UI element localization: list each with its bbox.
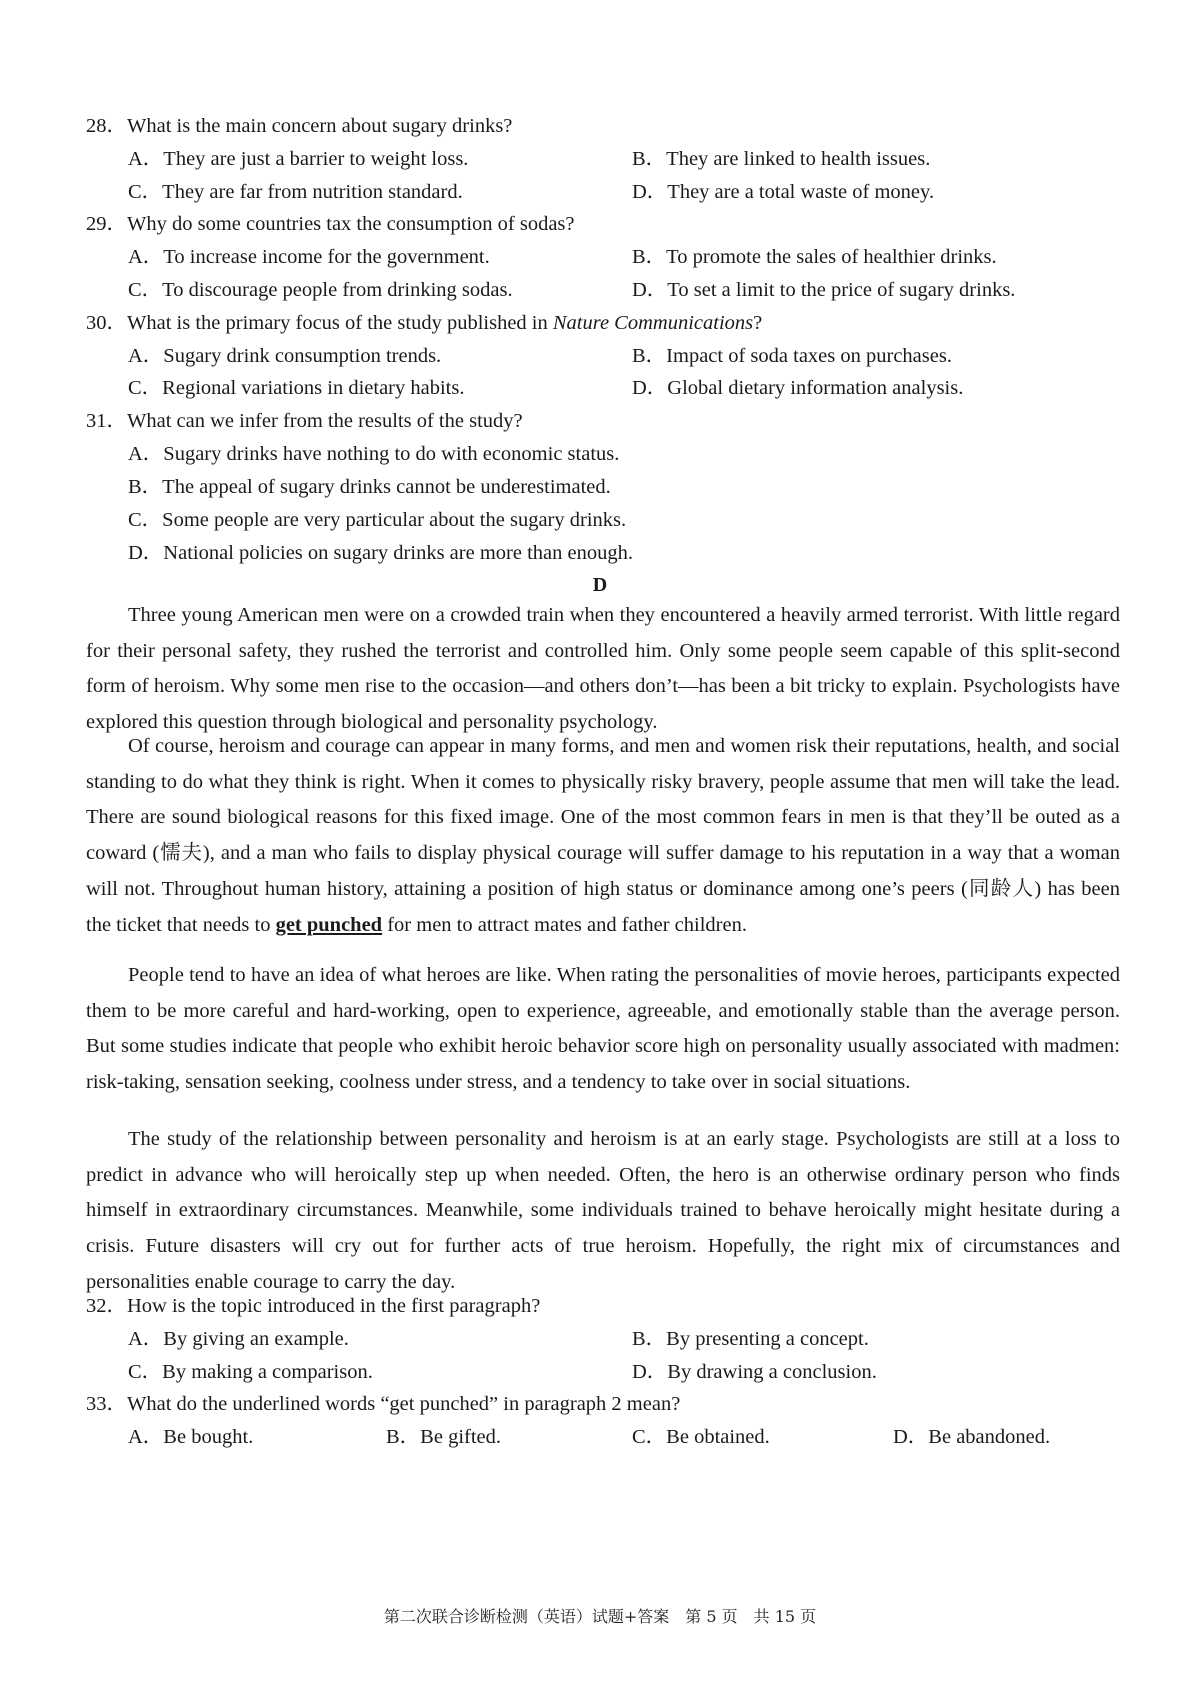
question-29-option-a: A．To increase income for the government. bbox=[128, 246, 490, 268]
passage-paragraph-1: Three young American men were on a crowded train when they encountered a heavily armed terrorist. With little regard for their personal safety, they rushed the terrorist and controlled him. Only some people seem capable of this split-second form of heroism. Why some men rise to the occasion—and others don’t—has been a bit tricky to explain. Psychologists have explored this question through biological and personality psychology. bbox=[86, 604, 1120, 734]
question-31-option-c: C．Some people are very particular about the sugary drinks. bbox=[128, 509, 627, 531]
question-31-stem: 31．What can we infer from the results of the study? bbox=[86, 410, 523, 432]
journal-title: Nature Communications bbox=[552, 312, 754, 334]
passage-paragraph-3: People tend to have an idea of what heroes are like. When rating the personalities of movie heroes, participants expected them to be more careful and hard-working, open to experience, agreeable, and emotionally stable than the average person. But some studies indicate that people who exhibit heroic behavior score high on personality usually associated with madmen: risk-taking, sensation seeking, coolness under stress, and a tendency to take over in social situations. bbox=[86, 964, 1120, 1094]
question-30-stem-end: ? bbox=[753, 312, 763, 334]
passage-paragraph-2 bbox=[86, 729, 1120, 943]
question-28-option-c: C．They are far from nutrition standard. bbox=[128, 181, 463, 203]
question-30-stem-text: 30．What is the primary focus of the study published in bbox=[86, 312, 553, 334]
question-31-option-d: D．National policies on sugary drinks are more than enough. bbox=[128, 542, 633, 564]
question-32-option-c: C．By making a comparison. bbox=[128, 1361, 373, 1383]
question-32-option-a: A．By giving an example. bbox=[128, 1328, 349, 1350]
question-32-stem: 32．How is the topic introduced in the first paragraph? bbox=[86, 1295, 541, 1317]
passage-paragraph-2-text: Of course, heroism and courage can appear in many forms, and men and women risk their reputations, health, and social standing to do what they think is right. When it comes to physically risky bravery, people assume that men will take the lead. There are sound biological reasons for this fixed image. One of the most common fears in men is that they’ll be outed as a coward (懦夫), and a man who fails to display physical courage will suffer damage to his reputation in a way that a woman will not. Throughout human history, attaining a position of high status or dominance among one’s peers (同龄人) has been the ticket that needs to bbox=[86, 735, 1120, 936]
question-32-option-d: D．By drawing a conclusion. bbox=[632, 1361, 877, 1383]
question-29-option-b: B．To promote the sales of healthier drinks. bbox=[632, 246, 997, 268]
question-29-option-c: C．To discourage people from drinking sodas. bbox=[128, 279, 513, 301]
question-30-option-b: B．Impact of soda taxes on purchases. bbox=[632, 345, 952, 367]
question-33-option-c: C．Be obtained. bbox=[632, 1426, 770, 1448]
question-28-option-b: B．They are linked to health issues. bbox=[632, 148, 931, 170]
question-30-option-d: D．Global dietary information analysis. bbox=[632, 377, 964, 399]
question-30-stem bbox=[86, 310, 762, 336]
question-32-option-b: B．By presenting a concept. bbox=[632, 1328, 869, 1350]
passage-paragraph-4: The study of the relationship between personality and heroism is at an early stage. Psychologists are still at a loss to predict in advance who will heroically step up when needed. Often, the hero is an otherwise ordinary person who finds himself in extraordinary circumstances. Meanwhile, some individuals trained to behave heroically might hesitate during a crisis. Future disasters will cry out for further acts of true heroism. Hopefully, the right mix of circumstances and personalities enable courage to carry the day. bbox=[86, 1128, 1120, 1293]
section-heading: D bbox=[592, 574, 608, 596]
question-33-option-d: D．Be abandoned. bbox=[893, 1426, 1051, 1448]
question-28-option-d: D．They are a total waste of money. bbox=[632, 181, 935, 203]
question-30-option-c: C．Regional variations in dietary habits. bbox=[128, 377, 465, 399]
question-30-option-a: A．Sugary drink consumption trends. bbox=[128, 345, 442, 367]
question-33-stem: 33．What do the underlined words “get punched” in paragraph 2 mean? bbox=[86, 1393, 681, 1415]
question-29-option-d: D．To set a limit to the price of sugary drinks. bbox=[632, 279, 1016, 301]
question-33-option-a: A．Be bought. bbox=[128, 1426, 254, 1448]
question-28-stem: 28．What is the main concern about sugary drinks? bbox=[86, 115, 513, 137]
question-29-stem: 29．Why do some countries tax the consumption of sodas? bbox=[86, 213, 575, 235]
underlined-phrase: get punched bbox=[275, 913, 383, 936]
question-31-option-a: A．Sugary drinks have nothing to do with economic status. bbox=[128, 443, 620, 465]
question-33-option-b: B．Be gifted. bbox=[386, 1426, 502, 1448]
question-31-option-b: B．The appeal of sugary drinks cannot be underestimated. bbox=[128, 476, 611, 498]
page-footer: 第二次联合诊断检测（英语）试题+答案 第 5 页 共 15 页 bbox=[383, 1607, 817, 1626]
question-28-option-a: A．They are just a barrier to weight loss. bbox=[128, 148, 469, 170]
passage-paragraph-2-end: for men to attract mates and father children. bbox=[382, 913, 747, 936]
